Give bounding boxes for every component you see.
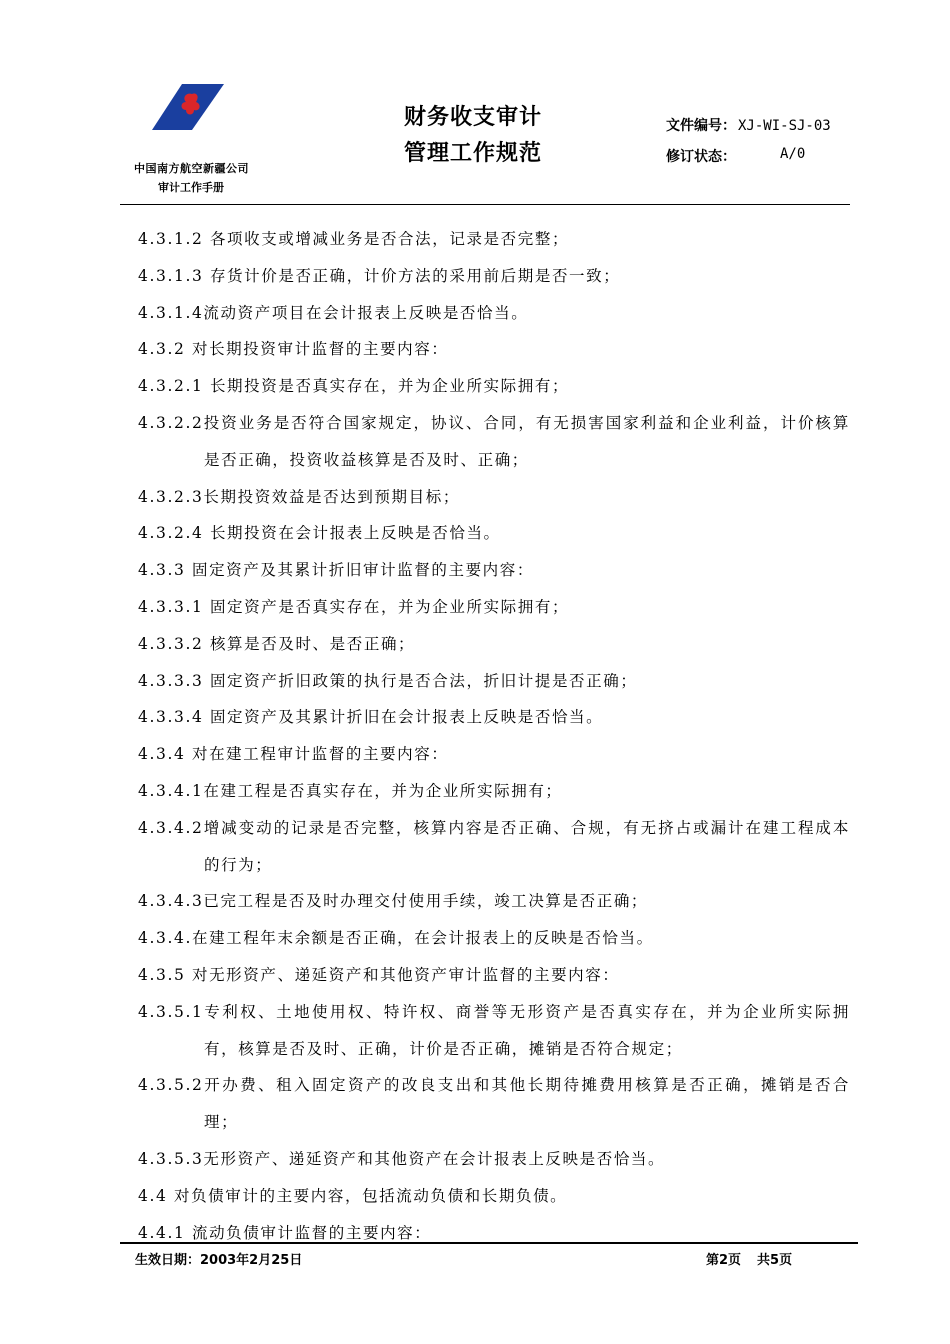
paragraph: 4.3.4.在建工程年末余额是否正确，在会计报表上的反映是否恰当。 [138, 929, 654, 948]
revision-status-label: 修订状态： [666, 149, 736, 165]
header-divider [120, 204, 850, 205]
paragraph: 4.4 对负债审计的主要内容，包括流动负债和长期负债。 [138, 1186, 568, 1205]
paragraph: 4.3.3.1 固定资产是否真实存在，并为企业所实际拥有； [138, 597, 570, 616]
document-body [138, 221, 850, 1251]
paragraph: 4.4.1 流动负债审计监督的主要内容： [138, 1223, 432, 1242]
page-total: 共5页 [757, 1253, 793, 1268]
paragraph: 4.3.1.4流动资产项目在会计报表上反映是否恰当。 [138, 303, 529, 322]
paragraph: 4.3.2.3长期投资效益是否达到预期目标； [138, 487, 460, 506]
paragraph: 4.3.4 对在建工程审计监督的主要内容： [138, 745, 449, 764]
paragraph: 4.3.3.3 固定资产折旧政策的执行是否合法，折旧计提是否正确； [138, 671, 638, 690]
paragraph: 4.3.5.1专利权、土地使用权、特许权、商誉等无形资产是否真实存在，并为企业所实际拥有，核算是否及时、正确，计价是否正确，摊销是否符合规定； [138, 1002, 850, 1058]
company-name: 中国南方航空新疆公司 [134, 162, 249, 175]
document-number-label: 文件编号： [666, 118, 736, 134]
china-southern-airlines-logo-icon [152, 84, 224, 130]
paragraph: 4.3.2.1 长期投资是否真实存在，并为企业所实际拥有； [138, 377, 570, 396]
paragraph: 4.3.4.1在建工程是否真实存在，并为企业所实际拥有； [138, 781, 563, 800]
paragraph: 4.3.3.2 核算是否及时、是否正确； [138, 634, 416, 653]
document-title-line1: 财务收支审计 [404, 105, 543, 130]
paragraph: 4.3.2 对长期投资审计监督的主要内容： [138, 340, 449, 359]
paragraph: 4.3.5.2开办费、租入固定资产的改良支出和其他长期待摊费用核算是否正确，摊销是否合理； [138, 1076, 850, 1132]
paragraph: 4.3.3 固定资产及其累计折旧审计监督的主要内容： [138, 561, 534, 580]
footer-divider [120, 1242, 858, 1244]
document-number-value: XJ-WI-SJ-03 [738, 118, 831, 134]
paragraph: 4.3.5.3无形资产、递延资产和其他资产在会计报表上反映是否恰当。 [138, 1149, 666, 1168]
paragraph: 4.3.2.4 长期投资在会计报表上反映是否恰当。 [138, 524, 501, 543]
paragraph: 4.3.3.4 固定资产及其累计折旧在会计报表上反映是否恰当。 [138, 708, 604, 727]
document-title-line2: 管理工作规范 [404, 141, 543, 166]
manual-name: 审计工作手册 [158, 181, 224, 194]
document-number [666, 115, 831, 135]
page-number: 第2页 [706, 1253, 742, 1268]
paragraph: 4.3.5 对无形资产、递延资产和其他资产审计监督的主要内容： [138, 965, 620, 984]
paragraph: 4.3.4.3已完工程是否及时办理交付使用手续，竣工决算是否正确； [138, 892, 649, 911]
revision-status-value: A/0 [780, 146, 806, 162]
paragraph: 4.3.4.2增减变动的记录是否完整，核算内容是否正确、合规，有无挤占或漏计在建工程成本的行为； [138, 818, 850, 874]
paragraph: 4.3.2.2投资业务是否符合国家规定，协议、合同，有无损害国家利益和企业利益，计价核算是否正确，投资收益核算是否及时、正确； [138, 413, 850, 469]
page-indicator [706, 1249, 792, 1268]
paragraph: 4.3.1.2 各项收支或增减业务是否合法，记录是否完整； [138, 230, 570, 248]
effective-date: 生效日期：2003年2月25日 [135, 1253, 303, 1268]
paragraph: 4.3.1.3 存货计价是否正确，计价方法的采用前后期是否一致； [138, 266, 621, 285]
revision-status [666, 146, 806, 166]
